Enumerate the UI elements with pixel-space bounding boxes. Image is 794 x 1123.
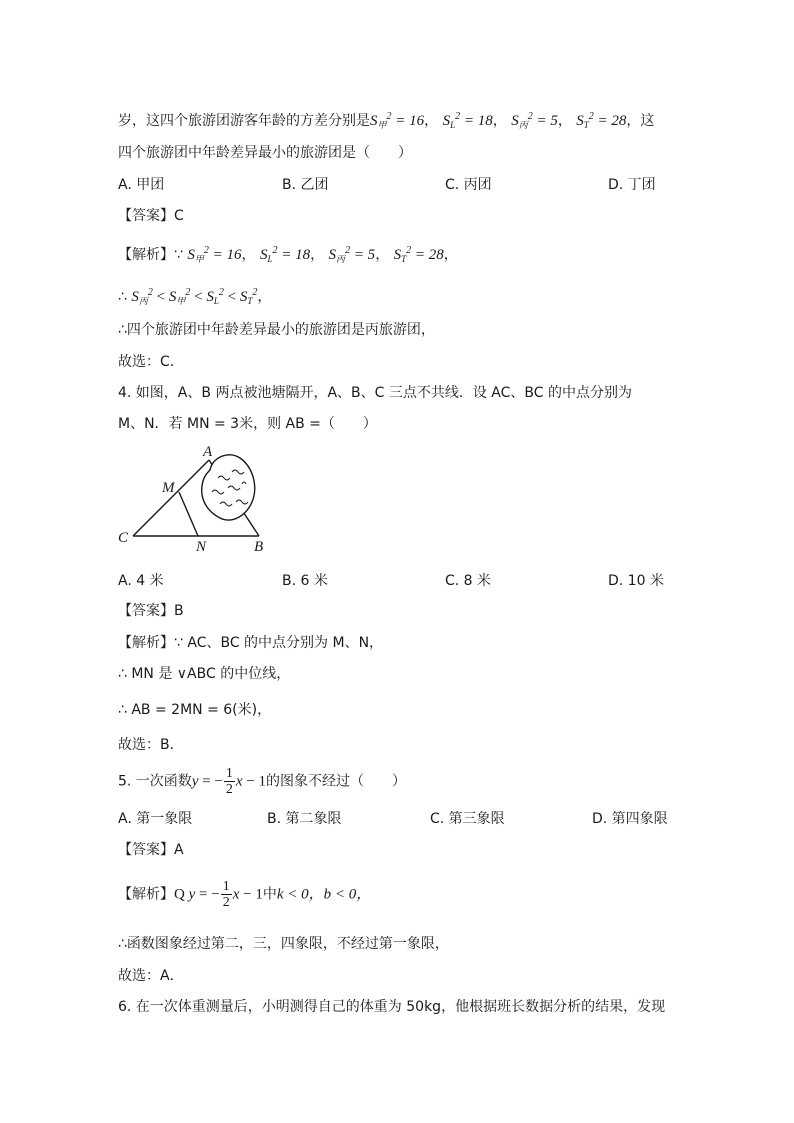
q6-stem-line1: 6. 在一次体重测量后，小明测得自己的体重为 50kg，他根据班长数据分析的结果，发现 [118, 999, 666, 1015]
q5-analysis-line3: 故选：A． [118, 968, 184, 984]
q3-stem-text: 岁，这四个旅游团游客年龄的方差分别是 [118, 113, 370, 129]
q3-var-bing: $S_丙^2 = 5$ [511, 111, 558, 130]
q4-option-c: C. 8 米 [445, 573, 492, 589]
q5-analysis-line2: ∴函数图象经过第二，三，四象限，不经过第一象限， [118, 936, 449, 952]
q4-analysis-line4: 故选：B． [118, 737, 184, 753]
label-n: N [196, 539, 207, 555]
label-c: C [118, 530, 129, 546]
label-a: A [203, 444, 213, 460]
label-m: M [162, 480, 175, 496]
q5-stem: 5. 一次函数y = − $\frac{1}{2}$ x − 1的图象不经过（ ） [118, 766, 407, 797]
label-b: B [254, 539, 264, 555]
q3-analysis-line1: 【解析】∵ $S_甲^2 = 16$， $S_L^2 = 18$， $S_丙^2 = 5$， $S_T^2 = 28$， [118, 245, 458, 264]
q5-fraction: $\frac{1}{2}$ [225, 766, 233, 797]
side-ac [133, 460, 209, 536]
q3-var-yi: $S_L^2 = 18$ [442, 111, 493, 130]
q3-answer: 【答案】C [118, 208, 184, 224]
q3-analysis-line4: 故选：C． [118, 354, 184, 370]
q3-var-jia: $S_甲^2 = 16$ [370, 111, 425, 130]
q3-option-a: A. 甲团 [118, 177, 165, 193]
q5-stem-suffix: 的图象不经过（ ） [266, 773, 407, 790]
q4-option-d: D. 10 米 [608, 573, 664, 589]
triangle-pond-figure [112, 442, 282, 562]
segment-mn [179, 492, 198, 536]
q4-analysis-label: 【解析】 [118, 635, 174, 651]
q4-analysis-text: ∵ AC、BC 的中点分别为 M、N， [174, 635, 384, 651]
q5-analysis-label: 【解析】 [118, 886, 174, 903]
q4-option-b: B. 6 米 [282, 573, 328, 589]
q4-stem-line2: M、N．若 MN = 3米，则 AB =（ ） [118, 416, 377, 432]
q4-stem-line1: 4. 如图，A、B 两点被池塘隔开，A、B、C 三点不共线．设 AC、BC 的中点分别为 [118, 385, 632, 401]
q4-analysis-line2: ∴ MN 是 ∨ABC 的中位线， [118, 666, 291, 682]
q5-stem-prefix: 5. 一次函数 [118, 773, 192, 790]
q5-option-d: D. 第四象限 [592, 811, 668, 827]
q3-analysis-line3: ∴四个旅游团中年龄差异最小的旅游团是丙旅游团， [118, 322, 435, 338]
q3-option-c: C. 丙团 [445, 177, 492, 193]
q5-option-b: B. 第二象限 [267, 811, 342, 827]
q3-option-d: D. 丁团 [608, 177, 656, 193]
q5-analysis-cond: k < 0，b < 0， [276, 886, 372, 903]
q3-analysis-label: 【解析】 [118, 247, 174, 263]
q5-option-c: C. 第三象限 [430, 811, 505, 827]
q4-option-a: A. 4 米 [118, 573, 164, 589]
q4-analysis-line1 [118, 633, 383, 653]
q4-analysis-line3: ∴ AB = 2MN = 6(米)， [118, 702, 272, 718]
q5-option-a: A. 第一象限 [118, 811, 193, 827]
q3-stem-line1: 岁，这四个旅游团游客年龄的方差分别是$S_甲^2 = 16$， $S_L^2 = 18$， $S_丙^2 = 5$， $S_T^2 = 28$，这 [118, 111, 655, 130]
q3-var-ding: $S_T^2 = 28$ [576, 111, 627, 130]
q3-option-b: B. 乙团 [282, 177, 329, 193]
q5-answer: 【答案】A [118, 842, 184, 858]
q3-analysis-line2: ∴ $S_丙^2 < S_甲^2 < S_L^2 < S_T^2$， [118, 287, 272, 306]
q4-answer: 【答案】B [118, 603, 184, 619]
q5-analysis-line1: 【解析】Q y = − $\frac{1}{2}$ x − 1中k < 0，b < 0， [118, 879, 372, 910]
q3-stem-line2: 四个旅游团中年龄差异最小的旅游团是（ ） [118, 145, 412, 161]
q3-stem-tail: ，这 [626, 113, 655, 129]
